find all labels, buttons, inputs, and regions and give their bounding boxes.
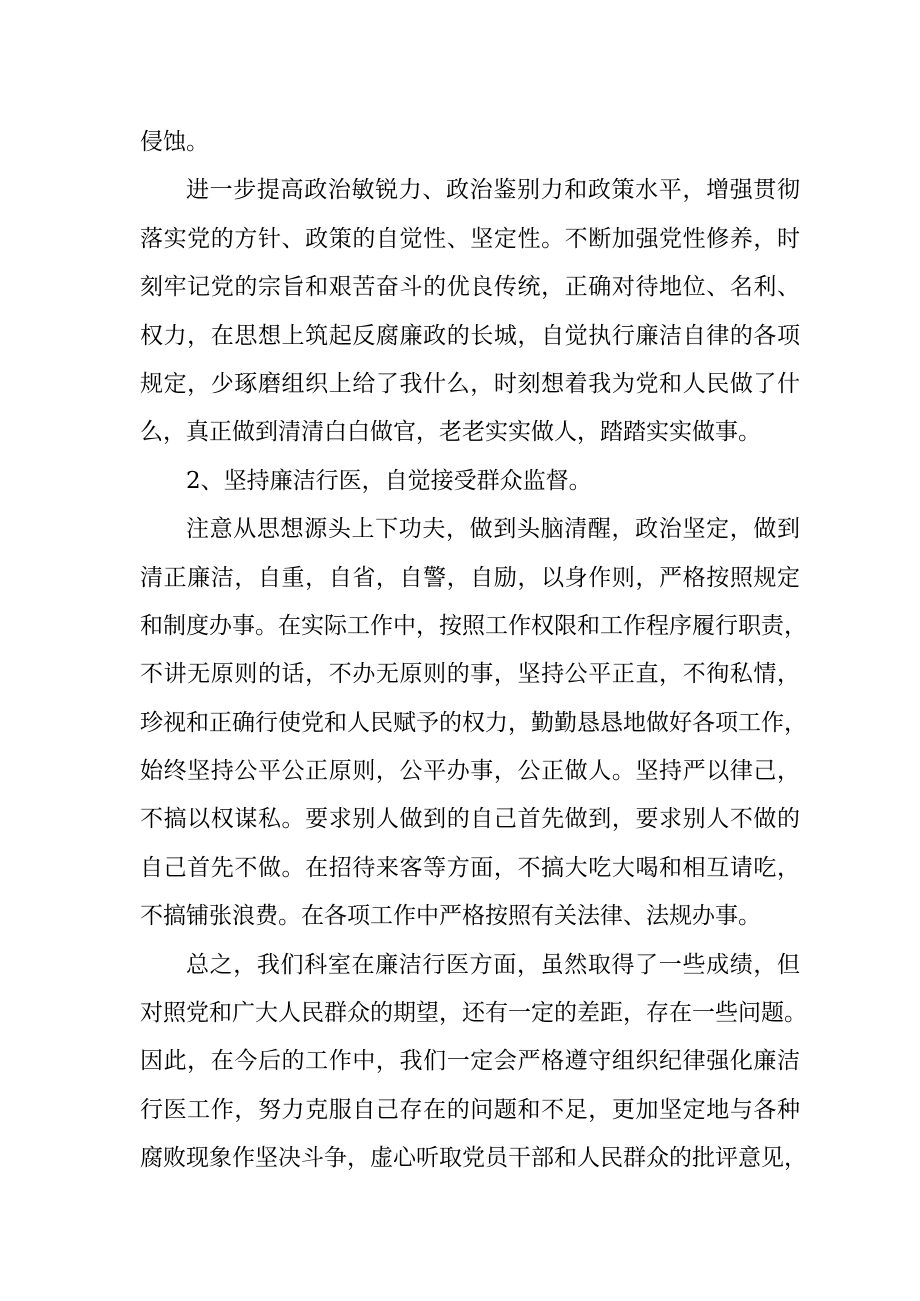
text-line: 因此，在今后的工作中，我们一定会严格遵守组织纪律强化廉洁	[140, 1048, 800, 1075]
text-line: 自己首先不做。在招待来客等方面，不搞大吃大喝和相互请吃，	[140, 854, 800, 881]
text-line: 腐败现象作坚决斗争，虚心听取党员干部和人民群众的批评意见，	[140, 1145, 807, 1172]
paragraph-first-line: 进一步提高政治敏锐力、政治鉴别力和政策水平，增强贯彻	[186, 177, 800, 204]
text-line: 始终坚持公平公正原则，公平办事，公正做人。坚持严以律己，	[140, 758, 800, 785]
text-line: 刻牢记党的宗旨和艰苦奋斗的优良传统，正确对待地位、名利、	[140, 274, 800, 301]
text-line: 规定，少琢磨组织上给了我什么，时刻想着我为党和人民做了什	[140, 370, 800, 397]
text-line: 不搞铺张浪费。在各项工作中严格按照有关法律、法规办事。	[140, 903, 761, 930]
text-line: 权力，在思想上筑起反腐廉政的长城，自觉执行廉洁自律的各项	[140, 322, 800, 349]
text-line: 落实党的方针、政策的自觉性、坚定性。不断加强党性修养，时	[140, 225, 800, 252]
text-line: 清正廉洁，自重，自省，自警，自励，以身作则，严格按照规定	[140, 564, 800, 591]
text-line: 不讲无原则的话，不办无原则的事，坚持公平正直，不徇私情，	[140, 661, 800, 688]
paragraph-first-line: 注意从思想源头上下功夫，做到头脑清醒，政治坚定，做到	[186, 516, 800, 543]
text-line: 不搞以权谋私。要求别人做到的自己首先做到，要求别人不做的	[140, 806, 800, 833]
text-line: 侵蚀。	[140, 129, 209, 155]
text-line: 珍视和正确行使党和人民赋予的权力，勤勤恳恳地做好各项工作，	[140, 709, 807, 736]
text-line: 对照党和广大人民群众的期望，还有一定的差距，存在一些问题。	[140, 1000, 807, 1027]
paragraph-first-line: 总之，我们科室在廉洁行医方面，虽然取得了一些成绩，但	[186, 951, 800, 978]
document-body	[140, 118, 807, 1183]
text-line: 么，真正做到清清白白做官，老老实实做人，踏踏实实做事。	[140, 419, 761, 446]
section-heading: 2、坚持廉洁行医，自觉接受群众监督。	[186, 467, 592, 494]
text-line: 行医工作，努力克服自己存在的问题和不足，更加坚定地与各种	[140, 1096, 800, 1123]
text-line: 和制度办事。在实际工作中，按照工作权限和工作程序履行职责，	[140, 612, 807, 639]
